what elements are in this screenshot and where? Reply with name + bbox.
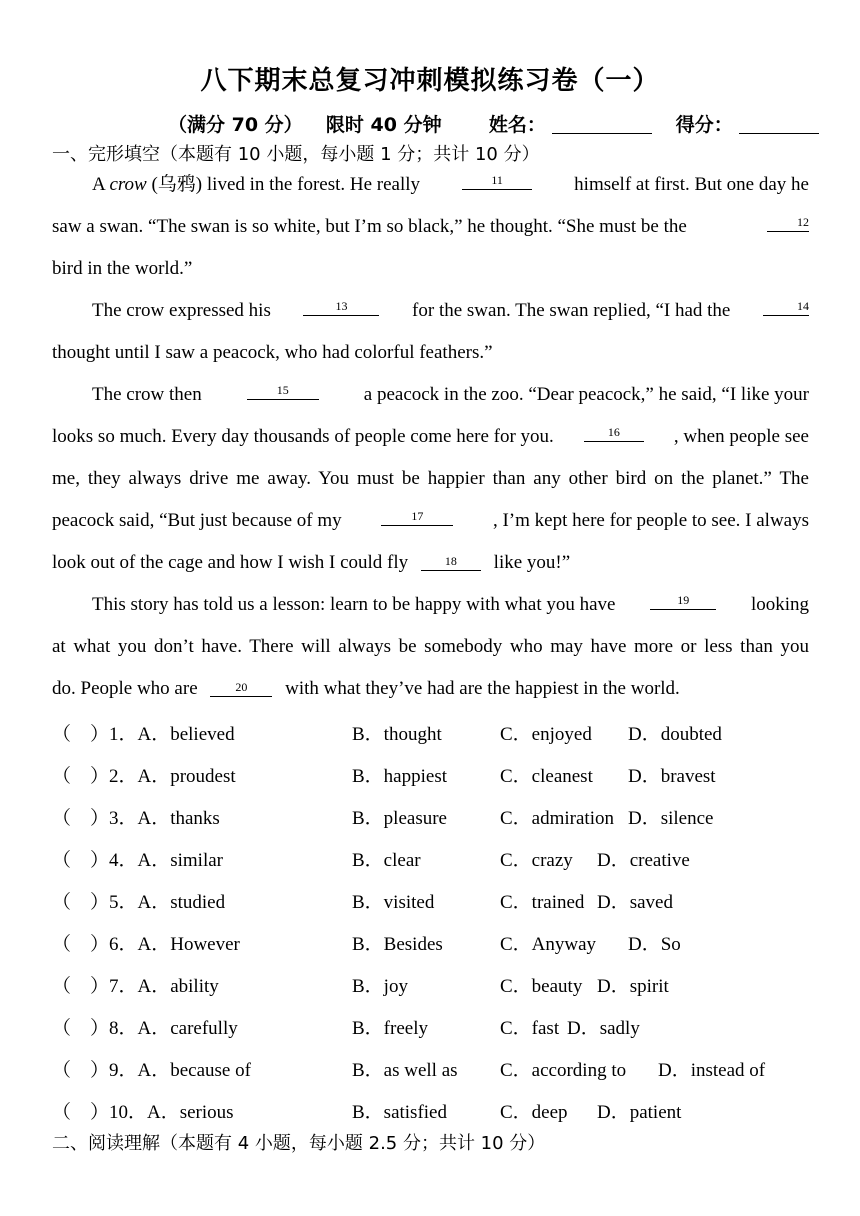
blank-16[interactable]: 16 <box>584 425 644 442</box>
passage-line-12: at what you don’t have. There will always be somebody who may have more or less than you <box>52 636 809 657</box>
question-2 <box>52 761 832 785</box>
question-5-a[interactable]: （ ）5．A．studied <box>52 892 226 913</box>
option-d[interactable]: D．creative <box>597 850 690 871</box>
passage-line-6: The crow then 15 a peacock in the zoo. “Dear peacock,” he said, “I like your <box>92 383 809 405</box>
question-4-a[interactable]: （ ）4．A．similar <box>52 850 223 871</box>
option-b[interactable]: B．Besides <box>352 934 443 955</box>
blank-13[interactable]: 13 <box>303 299 379 316</box>
option-b[interactable]: B．joy <box>352 976 408 997</box>
option-d[interactable]: D．doubted <box>628 724 722 745</box>
question-8-a[interactable]: （ ）8．A．carefully <box>52 1018 238 1039</box>
question-5 <box>52 887 832 911</box>
blank-17[interactable]: 17 <box>381 509 453 526</box>
question-3-a[interactable]: （ ）3．A．thanks <box>52 808 220 829</box>
option-c[interactable]: C．cleanest <box>500 766 593 787</box>
blank-15[interactable]: 15 <box>247 383 319 400</box>
passage-line-7: looks so much. Every day thousands of people come here for you. 16 , when people see <box>52 425 809 447</box>
score-label: 得分： <box>675 114 733 136</box>
passage-line-13: do. People who are 20 with what they’ve had are the happiest in the world. <box>52 678 680 699</box>
passage-line-9: peacock said, “But just because of my 17 , I’m kept here for people to see. I always <box>52 509 809 531</box>
blank-12[interactable]: 12 <box>767 215 809 232</box>
option-d[interactable]: D．bravest <box>628 766 716 787</box>
blank-18[interactable]: 18 <box>421 554 481 571</box>
option-c[interactable]: C．according to <box>500 1060 627 1081</box>
question-1-a[interactable]: （ ）1．A．believed <box>52 724 235 745</box>
option-b[interactable]: B．clear <box>352 850 421 871</box>
name-label: 姓名： <box>488 114 546 136</box>
section-2-heading: 二、阅读理解（本题有 4 小题，每小题 2.5 分；共计 10 分） <box>52 1133 546 1154</box>
full-score: （满分 70 分） <box>168 114 303 136</box>
time-limit: 限时 40 分钟 <box>325 114 442 136</box>
passage-line-8: me, they always drive me away. You must be happier than any other bird on the planet.” The <box>52 468 809 489</box>
option-b[interactable]: B．satisfied <box>352 1102 447 1123</box>
question-4 <box>52 845 832 869</box>
name-field[interactable] <box>552 115 652 134</box>
option-c[interactable]: C．crazy <box>500 850 573 871</box>
question-2-a[interactable]: （ ）2．A．proudest <box>52 766 236 787</box>
question-9 <box>52 1055 832 1079</box>
passage-line-5: thought until I saw a peacock, who had colorful feathers.” <box>52 342 493 363</box>
blank-11[interactable]: 11 <box>462 173 532 190</box>
option-b[interactable]: B．freely <box>352 1018 428 1039</box>
option-b[interactable]: B．pleasure <box>352 808 447 829</box>
option-b[interactable]: B．happiest <box>352 766 447 787</box>
option-c[interactable]: C．beauty <box>500 976 583 997</box>
option-c[interactable]: C．enjoyed <box>500 724 592 745</box>
option-d[interactable]: D．silence <box>628 808 714 829</box>
question-10-a[interactable]: （ ）10．A．serious <box>52 1102 234 1123</box>
section-1-heading: 一、完形填空（本题有 10 小题，每小题 1 分；共计 10 分） <box>52 144 540 165</box>
question-6-a[interactable]: （ ）6．A．However <box>52 934 240 955</box>
option-b[interactable]: B．visited <box>352 892 435 913</box>
option-c[interactable]: C．fast <box>500 1018 560 1039</box>
question-6 <box>52 929 832 953</box>
passage-line-3: bird in the world.” <box>52 258 193 279</box>
passage-line-10: look out of the cage and how I wish I could fly 18 like you!” <box>52 552 571 573</box>
question-3 <box>52 803 832 827</box>
question-8 <box>52 1013 832 1037</box>
question-9-a[interactable]: （ ）9．A．because of <box>52 1060 251 1081</box>
option-d[interactable]: D．spirit <box>597 976 669 997</box>
score-field[interactable] <box>739 115 819 134</box>
page-title: 八下期末总复习冲刺模拟练习卷（一） <box>200 66 660 96</box>
option-c[interactable]: C．deep <box>500 1102 568 1123</box>
passage-line-1: A crow (乌鸦) lived in the forest. He really 11 himself at first. But one day he <box>92 173 809 195</box>
passage-line-2: saw a swan. “The swan is so white, but I’m so black,” he thought. “She must be the 12 <box>52 215 809 237</box>
option-d[interactable]: D．instead of <box>658 1060 766 1081</box>
option-d[interactable]: D．sadly <box>567 1018 640 1039</box>
blank-14[interactable]: 14 <box>763 299 809 316</box>
option-d[interactable]: D．So <box>628 934 681 955</box>
question-7 <box>52 971 832 995</box>
option-c[interactable]: C．admiration <box>500 808 614 829</box>
option-d[interactable]: D．saved <box>597 892 673 913</box>
option-b[interactable]: B．as well as <box>352 1060 458 1081</box>
blank-20[interactable]: 20 <box>210 680 272 697</box>
passage-line-4: The crow expressed his 13 for the swan. The swan replied, “I had the 14 <box>92 299 809 321</box>
option-d[interactable]: D．patient <box>597 1102 682 1123</box>
option-c[interactable]: C．Anyway <box>500 934 597 955</box>
option-b[interactable]: B．thought <box>352 724 442 745</box>
blank-19[interactable]: 19 <box>650 593 716 610</box>
option-c[interactable]: C．trained <box>500 892 585 913</box>
question-10 <box>52 1097 832 1121</box>
exam-info <box>168 110 808 137</box>
question-7-a[interactable]: （ ）7．A．ability <box>52 976 219 997</box>
question-1 <box>52 719 832 743</box>
passage-line-11: This story has told us a lesson: learn to be happy with what you have 19 looking <box>92 593 809 615</box>
